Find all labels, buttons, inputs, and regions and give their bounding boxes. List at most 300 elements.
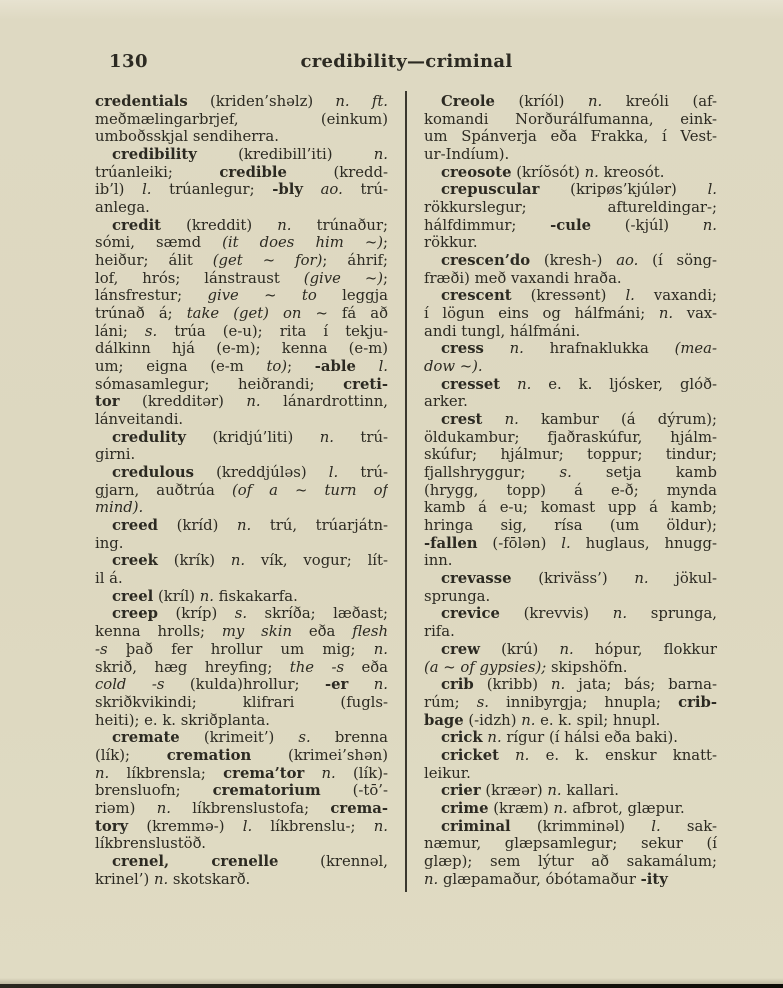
text-run: trúanleiki; xyxy=(95,163,220,181)
dictionary-line xyxy=(424,323,717,341)
text-run: komandi Norðurálfumanna, eink- xyxy=(424,110,717,128)
text-run: (kríŏsót) xyxy=(511,163,585,181)
dictionary-line xyxy=(95,358,388,376)
text-run: (krík) xyxy=(157,552,231,570)
dictionary-line xyxy=(95,411,388,429)
text-run: s. xyxy=(476,693,489,711)
dictionary-line xyxy=(95,234,388,252)
dictionary-line xyxy=(424,676,717,694)
text-run: skipshöfn. xyxy=(546,658,628,676)
text-run: skúfur; hjálmur; toppur; tindur; xyxy=(424,446,717,464)
text-run: (a ~ of gypsies); xyxy=(424,658,547,676)
text-run: rígur (í hálsi eða baki). xyxy=(501,729,678,747)
text-run: líkbrenslu-; xyxy=(252,817,374,835)
text-run: n. xyxy=(487,729,502,747)
text-run: creep xyxy=(112,605,158,623)
text-run: innibyrgja; hnupla; xyxy=(489,693,679,711)
text-run: um Spánverja eða Frakka, í Vest- xyxy=(424,128,717,146)
running-head: credibility—criminal xyxy=(300,51,513,72)
text-run: leikur. xyxy=(424,764,471,782)
text-run: umboðsskjal sendiherra. xyxy=(95,128,279,146)
dictionary-line xyxy=(95,93,388,111)
dictionary-line xyxy=(424,358,717,376)
dictionary-line xyxy=(95,765,388,783)
text-run: n. xyxy=(373,817,388,835)
text-run: -bly xyxy=(272,181,303,199)
text-run: creek xyxy=(112,552,158,570)
dictionary-line xyxy=(95,146,388,164)
text-run: n. xyxy=(521,711,536,729)
text-run: n. xyxy=(246,393,261,411)
text-run: n. xyxy=(504,411,519,429)
text-run: eða xyxy=(292,623,353,641)
dictionary-line xyxy=(95,376,388,394)
dictionary-line xyxy=(95,181,388,199)
text-run: kenna hrolls; xyxy=(95,623,222,641)
text-run: ; áhrif; xyxy=(322,252,388,270)
text-run: heiti); e. k. skriðplanta. xyxy=(95,711,270,729)
text-run: crest xyxy=(441,411,483,429)
text-run: n. xyxy=(517,375,532,393)
text-run: trúanlegur; xyxy=(151,181,273,199)
text-run: l. xyxy=(561,534,571,552)
page-bottom-edge xyxy=(0,984,783,988)
text-run: sprunga, xyxy=(627,605,717,623)
text-run: crematorium xyxy=(212,782,321,800)
text-run: (kríól) xyxy=(494,93,588,110)
text-run xyxy=(303,181,321,198)
text-run: fá að xyxy=(327,305,388,323)
text-run: (lík); xyxy=(95,746,167,764)
text-run: rökkurslegur; aftureldingar-; xyxy=(424,199,717,217)
dictionary-line xyxy=(424,641,717,659)
text-run: n. xyxy=(547,782,562,800)
text-run: (it does him ~) xyxy=(222,234,383,252)
dictionary-line xyxy=(424,835,717,853)
dictionary-line xyxy=(424,305,717,323)
text-run: trú- xyxy=(338,464,388,482)
text-run: crescen’do xyxy=(441,252,531,270)
dictionary-line xyxy=(424,871,717,889)
dictionary-line xyxy=(424,340,717,358)
text-run: kreosót. xyxy=(598,163,665,181)
text-run: afbrot, glæpur. xyxy=(567,799,685,817)
text-run: andi tungl, hálfmáni. xyxy=(424,322,581,340)
text-run: n. xyxy=(373,146,388,164)
text-run: (krimeit’) xyxy=(179,729,299,747)
text-run: n. xyxy=(373,676,388,694)
dictionary-line xyxy=(95,570,388,588)
dictionary-line xyxy=(95,287,388,305)
text-run: lánsfrestur; xyxy=(95,287,208,305)
text-run: e. k. spil; hnupl. xyxy=(535,711,661,729)
text-run: kambur (á dýrum); xyxy=(518,411,717,429)
text-run: lánardrottinn, xyxy=(260,393,388,411)
text-run: (kreddit) xyxy=(161,216,278,234)
text-run: (-kjúl) xyxy=(591,216,703,234)
dictionary-line xyxy=(424,164,717,182)
dictionary-line xyxy=(95,393,388,411)
text-run: e. k. ljósker, glóð- xyxy=(531,375,717,393)
text-run: um; eigna (e-m xyxy=(95,358,267,376)
dictionary-line xyxy=(95,111,388,129)
dictionary-line xyxy=(424,818,717,836)
text-run: hringa sig, rísa (um öldur); xyxy=(424,517,717,535)
text-run: crier xyxy=(441,782,481,800)
text-run: l. xyxy=(625,287,635,305)
dictionary-line xyxy=(424,376,717,394)
dictionary-line xyxy=(95,676,388,694)
text-run: trú- xyxy=(342,181,388,199)
text-run: ao. xyxy=(320,181,343,199)
text-run: s. xyxy=(298,729,311,747)
dictionary-line xyxy=(95,659,388,677)
dictionary-line xyxy=(424,93,717,111)
text-run: s. xyxy=(234,605,248,623)
dictionary-line xyxy=(95,270,388,288)
text-run: (-tō’- xyxy=(320,782,388,800)
text-run: flesh xyxy=(352,623,388,641)
text-run: to) xyxy=(266,358,288,376)
text-run: (-fōlən) xyxy=(477,534,562,552)
dictionary-line xyxy=(424,605,717,623)
text-run: creosote xyxy=(441,163,512,181)
text-run: vaxandi; xyxy=(634,287,717,305)
text-run: -s xyxy=(95,640,108,658)
text-run: líkbrenslustofa; xyxy=(170,799,331,817)
text-run: trúnaður; xyxy=(291,216,388,234)
text-run: s. xyxy=(559,464,572,482)
text-run: n. xyxy=(587,93,603,110)
dictionary-line xyxy=(95,323,388,341)
text-run: -cule xyxy=(550,216,592,234)
page-header xyxy=(95,51,718,77)
dictionary-line xyxy=(95,818,388,836)
text-run xyxy=(499,747,515,764)
dictionary-line xyxy=(424,270,717,288)
dictionary-line xyxy=(95,641,388,659)
dictionary-line xyxy=(424,128,717,146)
text-run: lof, hrós; lánstraust xyxy=(95,269,304,287)
dictionary-line xyxy=(424,853,717,871)
text-run: Creole xyxy=(441,93,495,110)
text-run: creed xyxy=(112,517,158,535)
text-run: í lögun eins og hálfmáni; xyxy=(424,305,659,323)
text-run: (kremmə-) xyxy=(128,817,243,835)
text-run: jökul- xyxy=(648,570,717,588)
text-run: eða xyxy=(344,658,388,676)
text-run: skotskarð. xyxy=(168,870,251,888)
dictionary-line xyxy=(95,605,388,623)
dictionary-line xyxy=(95,429,388,447)
text-run: líkbrensla; xyxy=(109,764,224,782)
text-run: fiskakarfa. xyxy=(213,587,298,605)
text-run: n. xyxy=(553,799,568,817)
text-run: næmur, glæpsamlegur; sekur (í xyxy=(424,835,717,853)
text-run: n. xyxy=(658,305,674,323)
text-run: credit xyxy=(112,216,162,234)
text-run: (krimei’shən) xyxy=(251,746,388,764)
text-run: dálkinn hjá (e-m); kenna (e-m) xyxy=(95,340,388,358)
text-run: creti- xyxy=(343,375,388,393)
text-run: anlega. xyxy=(95,199,150,217)
text-run: (kriden’shəlz) xyxy=(187,93,336,110)
text-run: credibility xyxy=(112,146,197,164)
text-run: l. xyxy=(651,817,661,835)
text-run: cricket xyxy=(441,746,499,764)
text-run: rökkur. xyxy=(424,234,478,252)
text-run: l. xyxy=(707,181,717,199)
dictionary-line xyxy=(424,712,717,730)
dictionary-line xyxy=(95,217,388,235)
text-run: dow ~). xyxy=(424,358,483,376)
text-run: n. ft. xyxy=(335,93,388,110)
text-run: (hrygg, topp) á e-ð; mynda xyxy=(424,481,717,499)
dictionary-line xyxy=(424,181,717,199)
text-run: láni; xyxy=(95,322,145,340)
dictionary-line xyxy=(424,659,717,677)
text-run: trú- xyxy=(333,428,388,446)
dictionary-line xyxy=(424,747,717,765)
text-run: crew xyxy=(441,640,480,658)
text-run: (krimminəl) xyxy=(510,817,652,835)
text-run: (kridjú’liti) xyxy=(186,428,320,446)
text-run: trúa (e-u); rita í tekju- xyxy=(157,322,388,340)
text-run: l. xyxy=(242,817,253,835)
text-run: meðmælingarbrjef, (einkum) xyxy=(95,110,388,128)
text-run: setja kamb xyxy=(571,464,717,482)
dictionary-line xyxy=(424,482,717,500)
dictionary-line xyxy=(424,570,717,588)
dictionary-line xyxy=(95,199,388,217)
text-run: kallari. xyxy=(561,782,619,800)
dictionary-line xyxy=(424,517,717,535)
text-run: n. xyxy=(153,870,169,888)
dictionary-line xyxy=(424,588,717,606)
text-run: gjarn, auðtrúa xyxy=(95,481,232,499)
text-run: kamb á e-u; komast upp á kamb; xyxy=(424,499,717,517)
text-run: (kripøs’kjúlər) xyxy=(539,181,708,199)
text-run: heiður; álit xyxy=(95,252,213,270)
column-divider xyxy=(405,91,407,892)
text-run: (krennəl, xyxy=(278,852,388,870)
left-column xyxy=(95,93,388,888)
dictionary-line xyxy=(424,111,717,129)
dictionary-line xyxy=(95,552,388,570)
text-run: hrafnaklukka xyxy=(523,340,675,358)
text-run: brensluofn; xyxy=(95,782,213,800)
dictionary-line xyxy=(95,252,388,270)
dictionary-line xyxy=(424,252,717,270)
text-run: riəm) xyxy=(95,799,157,817)
text-run xyxy=(500,376,517,393)
text-run: (í söng- xyxy=(638,252,717,270)
dictionary-line xyxy=(424,429,717,447)
text-run: (kredditər) xyxy=(119,393,247,411)
text-run: ; xyxy=(287,358,315,376)
text-run: öldukambur; fjaðraskúfur, hjálm- xyxy=(424,428,717,446)
dictionary-line xyxy=(95,164,388,182)
page-number: 130 xyxy=(109,51,149,72)
text-run xyxy=(356,358,379,375)
dictionary-line xyxy=(95,835,388,853)
text-run: girni. xyxy=(95,446,136,464)
dictionary-line xyxy=(424,199,717,217)
text-run: rúm; xyxy=(424,693,477,711)
text-run: take (get) on ~ xyxy=(186,305,328,323)
text-run: crevice xyxy=(441,605,500,623)
dictionary-line xyxy=(95,482,388,500)
text-run: huglaus, hnugg- xyxy=(570,534,717,552)
text-run: cremation xyxy=(166,746,252,764)
text-run: (kulda)hrollur; xyxy=(164,676,325,694)
dictionary-line xyxy=(424,464,717,482)
text-run: (kribb) xyxy=(473,676,552,694)
text-run: -able xyxy=(314,358,356,376)
text-run: ib’l) xyxy=(95,181,143,199)
text-run: (mea- xyxy=(674,340,717,358)
text-run: n. xyxy=(95,764,110,782)
dictionary-line xyxy=(95,535,388,553)
text-run: (kresh-) xyxy=(530,252,617,270)
text-run: cremate xyxy=(112,729,180,747)
text-run xyxy=(482,411,504,428)
text-run: n. xyxy=(634,570,649,588)
text-run: (kræm) xyxy=(488,799,554,817)
text-run: það fer hrollur um mig; xyxy=(107,640,374,658)
text-run: vax- xyxy=(673,305,717,323)
right-column xyxy=(424,93,717,888)
text-run: ing. xyxy=(95,534,124,552)
text-run: credentials xyxy=(95,93,188,110)
text-run: skrið, hæg hreyfing; xyxy=(95,658,290,676)
text-run: l. xyxy=(378,358,388,376)
text-run: n. xyxy=(551,676,566,694)
dictionary-line xyxy=(95,800,388,818)
text-run: skríða; læðast; xyxy=(247,605,388,623)
dictionary-line xyxy=(424,146,717,164)
text-run: sómasamlegur; heiðrandi; xyxy=(95,375,344,393)
text-run: sómi, sæmd xyxy=(95,234,223,252)
text-run: (krevvis) xyxy=(499,605,613,623)
text-run: cresset xyxy=(441,375,501,393)
text-run: n. xyxy=(319,428,334,446)
dictionary-line xyxy=(95,305,388,323)
text-run: n. xyxy=(199,587,214,605)
text-run: ; xyxy=(383,234,388,252)
text-run: tory xyxy=(95,817,129,835)
text-run: líkbrenslustöð. xyxy=(95,835,206,853)
text-run: crema’tor xyxy=(223,764,305,782)
text-run: my skin xyxy=(221,623,292,641)
text-run: criminal xyxy=(441,817,511,835)
dictionary-line xyxy=(95,128,388,146)
text-run: bage xyxy=(424,711,464,729)
text-run: n. xyxy=(321,764,336,782)
text-run xyxy=(484,340,510,357)
dictionary-line xyxy=(424,287,717,305)
text-run: n. xyxy=(236,517,252,535)
text-run: -er xyxy=(324,676,349,694)
text-run: crevasse xyxy=(441,570,512,588)
text-run: crick xyxy=(441,729,483,747)
text-run: cress xyxy=(441,340,484,358)
text-run: arker. xyxy=(424,393,468,411)
text-run: glæp); sem lýtur að sakamálum; xyxy=(424,852,717,870)
text-run: vík, vogur; lít- xyxy=(245,552,388,570)
dictionary-line xyxy=(95,517,388,535)
text-run: (-idzh) xyxy=(463,711,522,729)
text-run: jata; bás; barna- xyxy=(565,676,717,694)
text-run: crime xyxy=(441,799,489,817)
text-run: crenel, crenelle xyxy=(112,852,279,870)
text-run: ao. xyxy=(616,252,639,270)
text-run: tor xyxy=(95,393,120,411)
dictionary-line xyxy=(95,588,388,606)
dictionary-line xyxy=(424,234,717,252)
text-run: (kríp) xyxy=(157,605,235,623)
text-run: s. xyxy=(144,322,158,340)
text-run: rifa. xyxy=(424,623,455,641)
text-run: lánveitandi. xyxy=(95,411,184,429)
text-run: -fallen xyxy=(424,534,478,552)
dictionary-line xyxy=(424,800,717,818)
text-run: credulous xyxy=(112,464,194,482)
text-run: (krú) xyxy=(479,640,560,658)
dictionary-line xyxy=(424,217,717,235)
dictionary-line xyxy=(95,499,388,517)
text-run: credible xyxy=(219,163,287,181)
text-run: crescent xyxy=(441,287,512,305)
dictionary-line xyxy=(424,411,717,429)
text-run: crib- xyxy=(678,693,717,711)
text-run: (kredd- xyxy=(286,163,388,181)
text-run: e. k. enskur knatt- xyxy=(529,746,717,764)
dictionary-line xyxy=(95,712,388,730)
text-run: n. xyxy=(424,870,439,888)
text-run: (kressənt) xyxy=(511,287,626,305)
text-run: -ity xyxy=(640,870,668,888)
dictionary-line xyxy=(424,694,717,712)
dictionary-line xyxy=(424,623,717,641)
text-run: (of a ~ turn of xyxy=(231,481,388,499)
dictionary-line xyxy=(95,782,388,800)
text-run: n. xyxy=(277,216,292,234)
dictionary-line xyxy=(424,499,717,517)
dictionary-line xyxy=(95,446,388,464)
text-run: (lík)- xyxy=(335,764,388,782)
text-run: n. xyxy=(702,216,717,234)
dictionary-line xyxy=(95,694,388,712)
text-run: trú, trúarjátn- xyxy=(251,517,388,535)
dictionary-line xyxy=(424,552,717,570)
text-run: (kreddjúləs) xyxy=(193,464,329,482)
text-run: credulity xyxy=(112,428,186,446)
text-run: n. xyxy=(559,640,574,658)
text-run: crib xyxy=(441,676,474,694)
text-run: leggja xyxy=(316,287,388,305)
text-run: fræði) með vaxandi hraða. xyxy=(424,269,622,287)
text-run: crepuscular xyxy=(441,181,540,199)
dictionary-line xyxy=(95,623,388,641)
text-run: ur-Indíum). xyxy=(424,146,510,164)
text-run: hópur, flokkur xyxy=(573,640,717,658)
dictionary-line xyxy=(424,782,717,800)
text-run: fjallshryggur; xyxy=(424,464,560,482)
text-run: the -s xyxy=(289,658,345,676)
text-run: n. xyxy=(612,605,628,623)
dictionary-line xyxy=(424,535,717,553)
